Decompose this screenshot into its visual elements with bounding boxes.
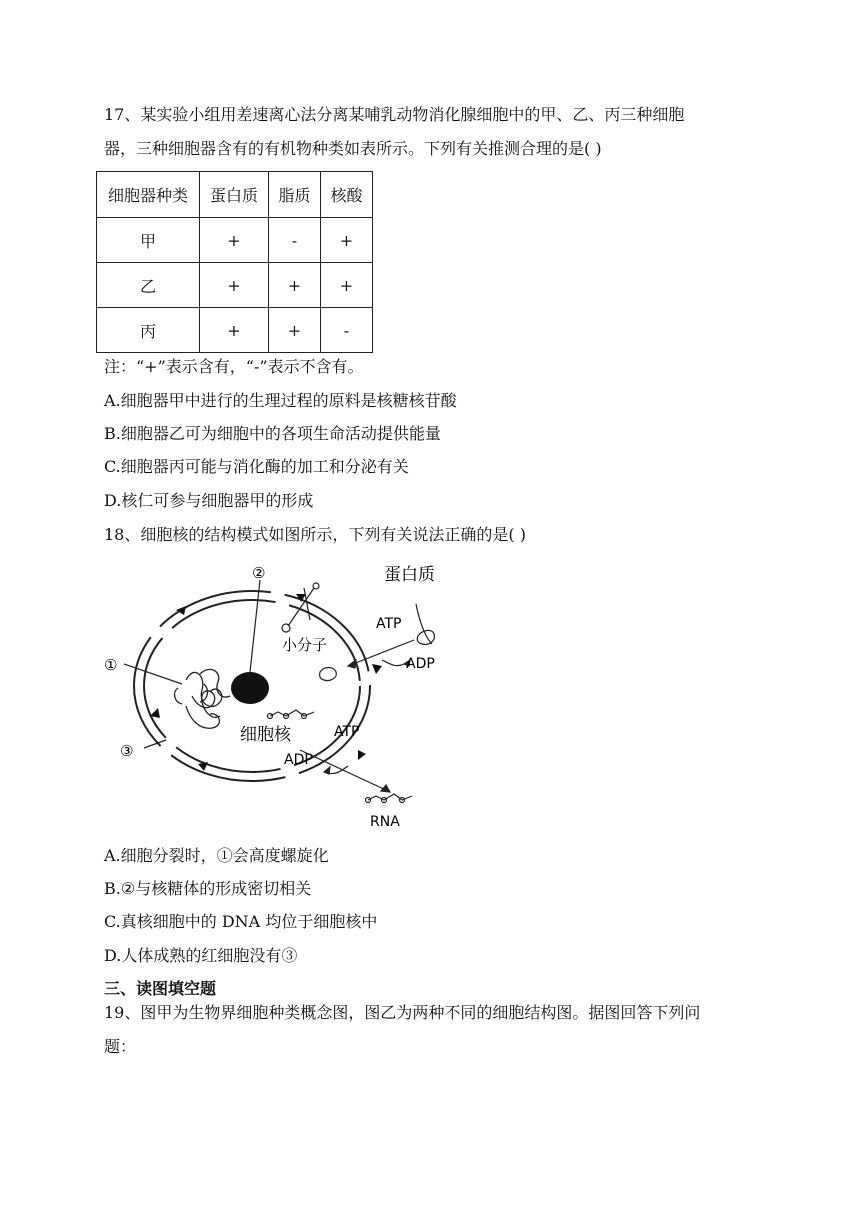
nucleus-diagram — [100, 556, 460, 832]
table-cell: + — [321, 263, 373, 308]
label-2: ② — [252, 564, 266, 582]
q17-stem-line2: 器，三种细胞器含有的有机物种类如表所示。下列有关推测合理的是( ) — [104, 139, 602, 158]
q18-option-b: B.②与核糖体的形成密切相关 — [104, 879, 312, 898]
q18-stem: 18、细胞核的结构模式如图所示，下列有关说法正确的是( ) — [104, 525, 526, 544]
table-cell: + — [269, 308, 321, 353]
table-cell: + — [321, 218, 373, 263]
section-title: 三、读图填空题 — [104, 979, 217, 998]
table-cell: - — [269, 218, 321, 263]
q19-stem-line1: 19、图甲为生物界细胞种类概念图，图乙为两种不同的细胞结构图。据图回答下列问 — [104, 1003, 701, 1022]
nucleolus — [231, 672, 269, 704]
q17-option-a: A.细胞器甲中进行的生理过程的原料是核糖核苷酸 — [104, 391, 457, 410]
q17-note: 注：“+”表示含有，“-”表示不含有。 — [104, 357, 364, 376]
table-cell: - — [321, 308, 373, 353]
label-atp-bottom: ATP — [334, 724, 360, 740]
q17-option-b: B.细胞器乙可为细胞中的各项生命活动提供能量 — [104, 424, 441, 443]
table-cell: 丙 — [97, 308, 200, 353]
q18-option-a: A.细胞分裂时，①会高度螺旋化 — [104, 846, 329, 865]
q17-option-d: D.核仁可参与细胞器甲的形成 — [104, 491, 314, 510]
label-small-molecule: 小分子 — [282, 636, 328, 654]
table-cell: 甲 — [97, 218, 200, 263]
table-cell: + — [200, 218, 269, 263]
rna-export — [300, 750, 390, 792]
table-row — [97, 218, 373, 263]
q17-option-c: C.细胞器丙可能与消化酶的加工和分泌有关 — [104, 457, 409, 476]
q18-option-c: C.真核细胞中的 DNA 均位于细胞核中 — [104, 912, 378, 931]
small-molecule-arrows — [282, 583, 319, 632]
pointer-lines — [124, 580, 432, 748]
label-3: ③ — [120, 742, 134, 760]
table-cell: + — [200, 308, 269, 353]
q17-stem-line1: 17、某实验小组用差速离心法分离某哺乳动物消化腺细胞中的甲、乙、丙三种细胞 — [104, 105, 685, 124]
table-header-row — [97, 172, 373, 218]
table-row — [97, 263, 373, 308]
label-adp-top: ADP — [406, 656, 435, 672]
q18-option-d: D.人体成熟的红细胞没有③ — [104, 946, 298, 965]
table-cell: + — [200, 263, 269, 308]
chromatin — [175, 669, 230, 728]
label-nucleus: 细胞核 — [240, 725, 291, 745]
label-1: ① — [104, 656, 118, 674]
table-header-cell: 细胞器种类 — [97, 172, 200, 218]
label-rna: RNA — [370, 814, 400, 830]
table-row — [97, 308, 373, 353]
table-cell: + — [269, 263, 321, 308]
table-header-cell: 蛋白质 — [200, 172, 269, 218]
table-header-cell: 核酸 — [321, 172, 373, 218]
label-atp-top: ATP — [376, 616, 402, 632]
q19-stem-line2: 题： — [104, 1037, 137, 1056]
label-protein: 蛋白质 — [384, 565, 435, 585]
table-header-cell: 脂质 — [269, 172, 321, 218]
label-adp-bottom: ADP — [284, 752, 313, 768]
table-cell: 乙 — [97, 263, 200, 308]
organelle-table — [96, 171, 373, 353]
